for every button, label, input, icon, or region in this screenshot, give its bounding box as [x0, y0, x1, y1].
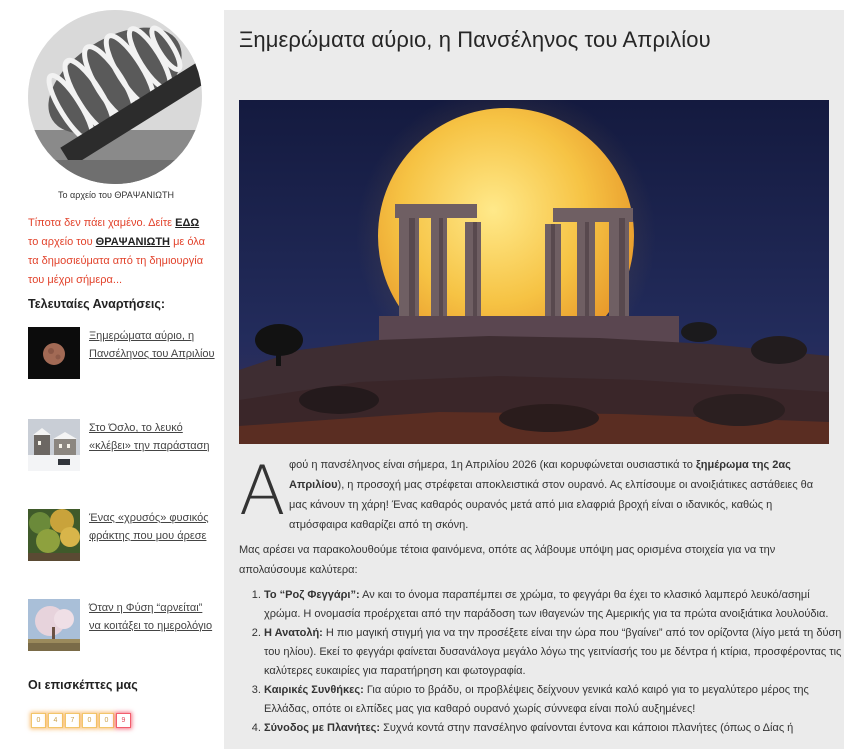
recent-post-title[interactable]: Όταν η Φύση “αρνείται” να κοιτάξει το ημερολόγιο [89, 602, 213, 632]
post-thumbnail[interactable] [28, 599, 80, 651]
tip-term: Το “Ροζ Φεγγάρι”: [264, 589, 360, 601]
counter-digit: 0 [82, 713, 97, 728]
tip-item [264, 586, 844, 624]
counter-digit: 9 [116, 713, 131, 728]
post-thumbnail[interactable] [28, 327, 80, 379]
tip-text: Η πιο μαγική στιγμή για να την προσέξετε είναι την ώρα που “βγαίνει” από τον ορίζοντα (λίγο μετά τη δύση του ηλίου). Εκεί το φεγγάρι φαίνεται δυσανάλογα μεγάλο λόγω της γειτνίασής του με δέντρα ή κτίρια, προσφέροντας τις καλύτερες ευκαιρίες για παρατήρηση και φωτογραφία. [264, 627, 842, 677]
intro-text-2: ), η προσοχή μας στρέφεται αποκλειστικά στον ουρανό. Ας ελπίσουμε οι ανοιξιάτικες αστάθειες θα μας κάνουν τη χάρη! Ένας καθαρός ουρανός μετά από μια ελαφριά βροχή είναι ο ιδανικός, καθώς η ατμόσφαιρα καθαρίζει από τη σκόνη. [289, 479, 814, 531]
promo-text-start: Τίποτα δεν πάει χαμένο. Δείτε [28, 217, 176, 229]
post-thumbnail[interactable] [28, 419, 80, 471]
visitor-counter [31, 713, 131, 728]
visitors-heading: Οι επισκέπτες μας [28, 678, 138, 692]
promo-link-archive[interactable]: ΘΡΑΨΑΝΙΩΤΗ [95, 236, 171, 248]
article-area [224, 10, 844, 749]
archive-promo-text [28, 214, 208, 290]
counter-digit: 0 [31, 713, 46, 728]
dropcap-letter: Α [239, 452, 286, 531]
tip-term: Η Ανατολή: [264, 627, 323, 639]
intro-text-1: φού η πανσέληνος είναι σήμερα, 1η Απριλίου 2026 (και κορυφώνεται ουσιαστικά το [289, 459, 696, 471]
tips-list [239, 586, 844, 738]
counter-digit: 0 [99, 713, 114, 728]
promo-text-end: με όλα τα δημοσιεύματα από τη δημιουργία του μέχρι σήμερα... [28, 236, 205, 286]
sidebar [0, 0, 224, 749]
tip-item [264, 624, 844, 681]
tip-text: Για αύριο το βράδυ, οι προβλέψεις δείχνουν γενικά καλό καιρό για το μεγαλύτερο μέρος της Ελλάδας, οπότε οι ελπίδες μας για καθαρό ουρανό χωρίς σύννεφα είναι πολύ αυξημένες! [264, 684, 809, 715]
intro-bold-date: ξημέρωμα της 2ας Απριλίου [289, 459, 791, 491]
post-thumbnail[interactable] [28, 509, 80, 561]
tip-text: Αν και το όνομα παραπέμπει σε χρώμα, το φεγγάρι θα έχει το κλασικό λαμπερό λευκό/ασημί χρώμα. Η ονομασία προέρχεται από την παράδοση των ιθαγενών της Αμερικής για τα πρώτα ανοιξιάτικα λουλούδια. [264, 589, 829, 620]
promo-link-here[interactable]: ΕΔΩ [175, 217, 200, 229]
tip-term: Καιρικές Συνθήκες: [264, 684, 364, 696]
recent-post-title[interactable]: Στο Όσλο, το λευκό «κλέβει» την παράσταση [89, 422, 210, 452]
archive-photo[interactable] [28, 10, 202, 184]
archive-caption: Το αρχείο του ΘΡΑΨΑΝΙΩΤΗ [57, 190, 175, 200]
recent-posts-heading: Τελευταίες Αναρτήσεις: [28, 297, 166, 311]
article-title: Ξημερώματα αύριο, η Πανσέληνος του Απριλίου [239, 27, 711, 52]
tip-term: Σύνοδος με Πλανήτες: [264, 722, 381, 734]
article-hero-image[interactable] [239, 100, 829, 444]
article-paragraph-intro [289, 455, 819, 535]
promo-text-middle: το αρχείο του [28, 236, 96, 248]
tip-text: Συχνά κοντά στην πανσέληνο φαίνονται έντονα και κάποιοι πλανήτες (όπως ο Δίας ή [380, 722, 794, 734]
counter-digit: 7 [65, 713, 80, 728]
tip-item [264, 681, 844, 719]
recent-post-title[interactable]: Ξημερώματα αύριο, η Πανσέληνος του Απριλίου [89, 330, 215, 360]
article-paragraph: Μας αρέσει να παρακολουθούμε τέτοια φαινόμενα, οπότε ας λάβουμε υπόψη μας ορισμένα στοιχεία για να την απολαύσουμε καλύτερα: [239, 544, 776, 576]
tip-item [264, 719, 844, 738]
recent-post-title[interactable]: Ένας «χρυσός» φυσικός φράκτης που μου άρεσε [89, 512, 209, 542]
counter-digit: 4 [48, 713, 63, 728]
